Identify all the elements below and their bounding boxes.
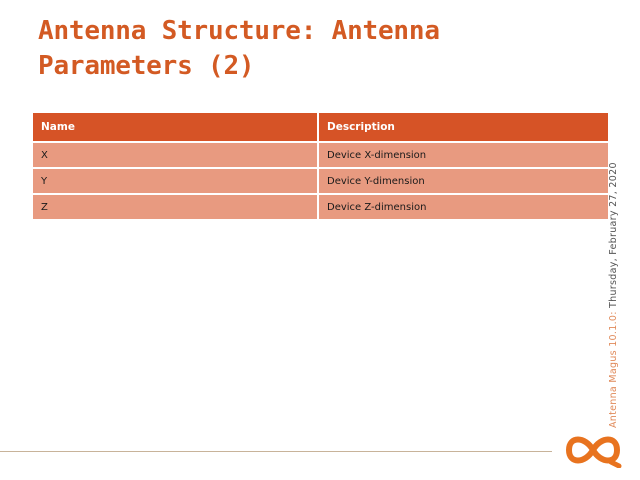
table-header-row [33, 113, 608, 143]
footer-date: Thursday, February 27, 2020 [608, 162, 619, 312]
cell-name: Z [33, 195, 319, 221]
header-name: Name [33, 113, 319, 143]
footer-divider [0, 451, 552, 452]
cell-name: X [33, 143, 319, 169]
cell-name: Y [33, 169, 319, 195]
table-row [33, 195, 608, 221]
slide-title: Antenna Structure: Antenna Parameters (2) [38, 16, 440, 81]
parameters-table [33, 113, 608, 221]
cell-description: Device Y-dimension [319, 169, 608, 195]
footer-app-name: Antenna Magus 10.1.0: [608, 311, 619, 428]
header-description: Description [319, 113, 608, 143]
side-footer [608, 162, 619, 428]
table-row [33, 169, 608, 195]
table-row [33, 143, 608, 169]
cell-description: Device Z-dimension [319, 195, 608, 221]
antenna-magus-logo-icon [563, 432, 623, 468]
cell-description: Device X-dimension [319, 143, 608, 169]
